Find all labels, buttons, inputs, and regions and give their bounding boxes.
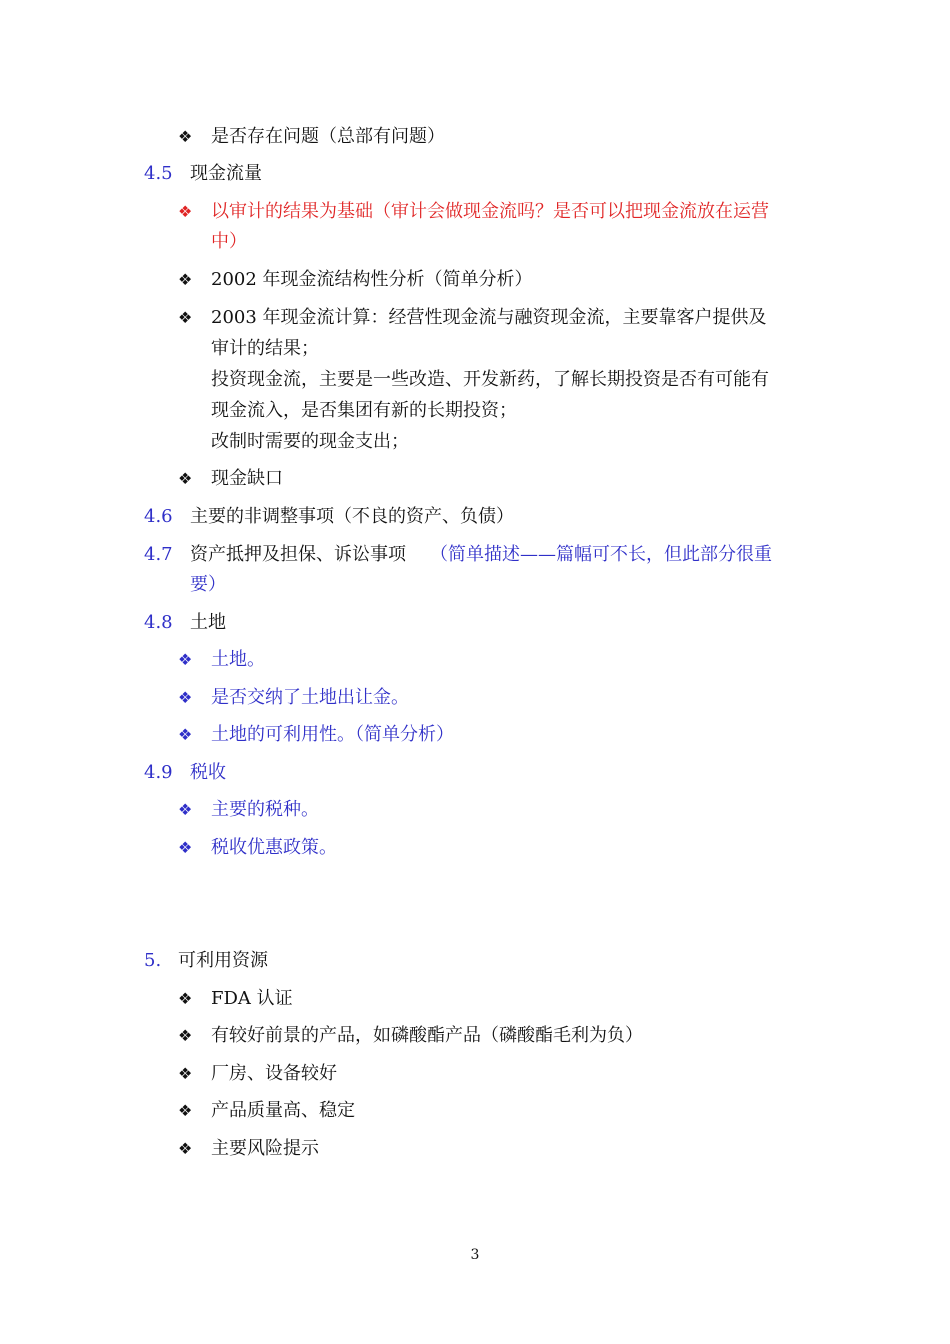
bullet-icon: ❖ (178, 469, 193, 488)
list-item: 是否存在问题（总部有问题） (211, 126, 445, 147)
list-item-continued: 中） (211, 231, 247, 252)
bullet-icon: ❖ (178, 1026, 193, 1045)
bullet-icon: ❖ (178, 1101, 193, 1120)
list-item: FDA 认证 (211, 988, 293, 1009)
list-item: 土地。 (211, 649, 265, 670)
list-item: 土地的可利用性。（简单分析） (211, 724, 454, 745)
list-item: 现金缺口 (211, 468, 283, 489)
section-number: 4.9 (144, 762, 173, 783)
page-number: 3 (470, 1247, 480, 1263)
bullet-icon: ❖ (178, 127, 193, 146)
list-item: 是否交纳了土地出让金。 (211, 687, 409, 708)
bullet-icon: ❖ (178, 725, 193, 744)
list-item: 主要的税种。 (211, 799, 319, 820)
section-number: 4.6 (144, 506, 173, 527)
list-item: 以审计的结果为基础（审计会做现金流吗？是否可以把现金流放在运营 (211, 201, 769, 222)
bullet-icon: ❖ (178, 202, 193, 221)
list-item: 厂房、设备较好 (211, 1063, 337, 1084)
list-item: 主要风险提示 (211, 1138, 319, 1159)
bullet-icon: ❖ (178, 1139, 193, 1158)
bullet-icon: ❖ (178, 650, 193, 669)
list-item-continued: 投资现金流，主要是一些改造、开发新药，了解长期投资是否有可能有 (211, 369, 769, 390)
list-item-continued: 现金流入，是否集团有新的长期投资； (211, 400, 517, 421)
bullet-icon: ❖ (178, 989, 193, 1008)
list-item: 有较好前景的产品，如磷酸酯产品（磷酸酯毛利为负） (211, 1025, 643, 1046)
bullet-icon: ❖ (178, 1064, 193, 1083)
section-number: 4.5 (144, 163, 173, 184)
list-item: 2003 年现金流计算：经营性现金流与融资现金流，主要靠客户提供及 (211, 307, 767, 328)
section-title: 资产抵押及担保、诉讼事项 (190, 544, 406, 565)
list-item: 2002 年现金流结构性分析（简单分析） (211, 269, 533, 290)
bullet-icon: ❖ (178, 838, 193, 857)
bullet-icon: ❖ (178, 308, 193, 327)
section-title-note: （简单描述——篇幅可不长，但此部分很重 (430, 544, 772, 565)
section-title: 可利用资源 (178, 950, 268, 971)
section-number: 5. (144, 950, 162, 971)
section-number: 4.7 (144, 544, 173, 565)
list-item: 产品质量高、稳定 (211, 1100, 355, 1121)
list-item: 税收优惠政策。 (211, 837, 337, 858)
section-title-note-continued: 要） (190, 574, 226, 595)
section-title: 土地 (190, 612, 226, 633)
section-number: 4.8 (144, 612, 173, 633)
section-title: 税收 (190, 762, 226, 783)
bullet-icon: ❖ (178, 800, 193, 819)
section-title: 现金流量 (190, 163, 262, 184)
section-title: 主要的非调整事项（不良的资产、负债） (190, 506, 514, 527)
list-item-continued: 改制时需要的现金支出； (211, 431, 409, 452)
bullet-icon: ❖ (178, 270, 193, 289)
list-item-continued: 审计的结果； (211, 338, 319, 359)
bullet-icon: ❖ (178, 688, 193, 707)
